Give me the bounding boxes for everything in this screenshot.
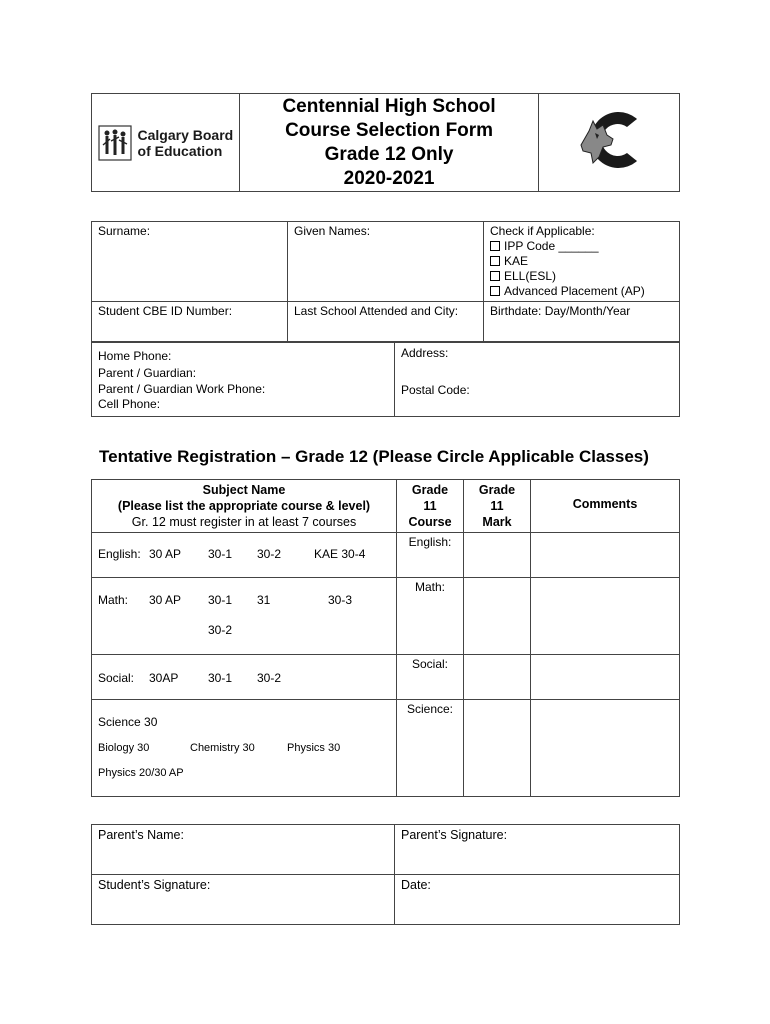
math-subject-cell [92, 578, 397, 655]
registration-title: Tentative Registration – Grade 12 (Please Circle Applicable Classes) [99, 447, 649, 466]
ell-label: ELL(ESL) [504, 269, 557, 283]
english-option-kae[interactable]: KAE 30-4 [314, 547, 366, 561]
student-info-table [91, 221, 680, 342]
english-option-30-1[interactable]: 30-1 [208, 547, 233, 561]
course-header-line-1: Grade [411, 483, 449, 497]
parent-signature-cell[interactable] [395, 825, 680, 875]
mark-header [464, 480, 531, 533]
science-subject-cell [92, 700, 397, 797]
course-header-line-3: Course [408, 515, 452, 529]
phones-cell[interactable] [92, 343, 395, 417]
social-mark-cell[interactable] [464, 655, 531, 700]
english-options [98, 547, 390, 561]
english-option-30-2[interactable]: 30-2 [257, 547, 282, 561]
math-mark-cell[interactable] [464, 578, 531, 655]
math-label: Math: [98, 593, 129, 607]
english-comments-cell[interactable] [531, 533, 680, 578]
social-option-30-1[interactable]: 30-1 [208, 671, 233, 685]
kae-label: KAE [504, 254, 529, 268]
parent-name-cell[interactable] [92, 825, 395, 875]
title-line-4: 2020-2021 [343, 167, 435, 189]
checkbox-icon[interactable] [490, 286, 500, 296]
student-signature-label: Student’s Signature: [98, 878, 211, 892]
social-course-cell[interactable] [397, 655, 464, 700]
science-comments-cell[interactable] [531, 700, 680, 797]
subject-header-line-2: (Please list the appropriate course & level) [117, 499, 371, 513]
address-cell[interactable] [395, 343, 680, 417]
math-options [98, 593, 390, 607]
comments-header: Comments [531, 480, 680, 533]
given-names-cell[interactable] [288, 222, 484, 302]
science-course-label: Science: [406, 702, 454, 716]
science-option-physics[interactable]: Physics 30 [287, 742, 341, 754]
mark-header-line-2: 11 [490, 499, 504, 513]
mark-header-line-3: Mark [482, 515, 512, 529]
cbe-logo [92, 125, 239, 161]
check-applicable-cell [484, 222, 680, 302]
science-course-cell[interactable] [397, 700, 464, 797]
postal-code-label: Postal Code: [401, 383, 470, 397]
contact-info-table [91, 342, 680, 417]
checkbox-icon[interactable] [490, 271, 500, 281]
math-option-31[interactable]: 31 [257, 593, 271, 607]
english-subject-cell [92, 533, 397, 578]
science-options [98, 742, 390, 754]
english-course-cell[interactable] [397, 533, 464, 578]
registration-table [91, 479, 680, 797]
science-label: Science 30 [98, 715, 158, 729]
title-line-3: Grade 12 Only [324, 143, 454, 165]
ipp-label: IPP Code ______ [504, 239, 599, 253]
english-option-30ap[interactable]: 30 AP [149, 547, 182, 561]
given-names-label: Given Names: [294, 224, 371, 238]
course-header [397, 480, 464, 533]
social-options [98, 671, 390, 685]
home-phone-label: Home Phone: [98, 348, 172, 363]
check-ell[interactable] [490, 269, 673, 284]
science-option-chemistry[interactable]: Chemistry 30 [190, 742, 255, 754]
social-course-label: Social: [411, 657, 449, 671]
checkbox-icon[interactable] [490, 241, 500, 251]
cell-phone-label: Cell Phone: [98, 396, 161, 411]
english-course-label: English: [408, 535, 452, 549]
social-label: Social: [98, 671, 135, 685]
title-line-1: Centennial High School [282, 95, 496, 117]
cbe-logo-text [138, 127, 234, 159]
math-comments-cell[interactable] [531, 578, 680, 655]
checkbox-icon[interactable] [490, 256, 500, 266]
social-subject-cell [92, 655, 397, 700]
english-mark-cell[interactable] [464, 533, 531, 578]
cbe-id-label: Student CBE ID Number: [98, 304, 233, 318]
check-title: Check if Applicable: [490, 224, 595, 238]
math-option-30-2[interactable]: 30-2 [208, 623, 233, 637]
title-cell [239, 94, 539, 192]
english-label: English: [98, 547, 141, 561]
cbe-logo-cell [92, 94, 240, 192]
science-option-biology[interactable]: Biology 30 [98, 742, 150, 754]
address-label: Address: [401, 346, 449, 360]
math-course-cell[interactable] [397, 578, 464, 655]
subject-header-line-1: Subject Name [202, 483, 286, 497]
check-ap[interactable] [490, 284, 673, 299]
school-logo-cell [539, 94, 680, 192]
date-cell[interactable] [395, 875, 680, 925]
date-label: Date: [401, 878, 431, 892]
student-signature-cell[interactable] [92, 875, 395, 925]
parent-signature-label: Parent’s Signature: [401, 828, 508, 842]
board-line-1: Calgary Board [137, 126, 234, 143]
social-option-30ap[interactable]: 30AP [149, 671, 179, 685]
form-title [240, 95, 539, 191]
title-line-2: Course Selection Form [285, 119, 494, 141]
last-school-label: Last School Attended and City: [294, 304, 459, 318]
math-course-label: Math: [414, 580, 445, 594]
subject-header [92, 480, 397, 533]
surname-cell[interactable] [92, 222, 288, 302]
mark-header-line-1: Grade [478, 483, 516, 497]
cbe-id-cell[interactable] [92, 302, 288, 342]
math-option-30ap[interactable]: 30 AP [149, 593, 182, 607]
science-mark-cell[interactable] [464, 700, 531, 797]
math-option-30-1[interactable]: 30-1 [208, 593, 233, 607]
course-header-line-2: 11 [423, 499, 437, 513]
guardian-label: Parent / Guardian: [98, 365, 197, 380]
check-kae[interactable] [490, 254, 673, 269]
cbe-figures-icon [98, 125, 132, 161]
social-option-30-2[interactable]: 30-2 [257, 671, 282, 685]
ap-label: Advanced Placement (AP) [504, 284, 645, 298]
birthdate-label: Birthdate: Day/Month/Year [490, 304, 631, 318]
surname-label: Surname: [98, 224, 151, 238]
header-table [91, 93, 680, 192]
science-option-physics-ap[interactable]: Physics 20/30 AP [98, 767, 184, 779]
subject-header-line-3: Gr. 12 must register in at least 7 courses [131, 515, 357, 529]
guardian-work-label: Parent / Guardian Work Phone: [98, 381, 266, 396]
signatures-table [91, 824, 680, 925]
last-school-cell[interactable] [288, 302, 484, 342]
coyote-c-logo-icon [573, 105, 645, 175]
board-line-2: of Education [137, 142, 223, 159]
parent-name-label: Parent’s Name: [98, 828, 184, 842]
math-option-30-3[interactable]: 30-3 [328, 593, 353, 607]
birthdate-cell[interactable] [484, 302, 680, 342]
check-ipp[interactable] [490, 239, 673, 254]
social-comments-cell[interactable] [531, 655, 680, 700]
